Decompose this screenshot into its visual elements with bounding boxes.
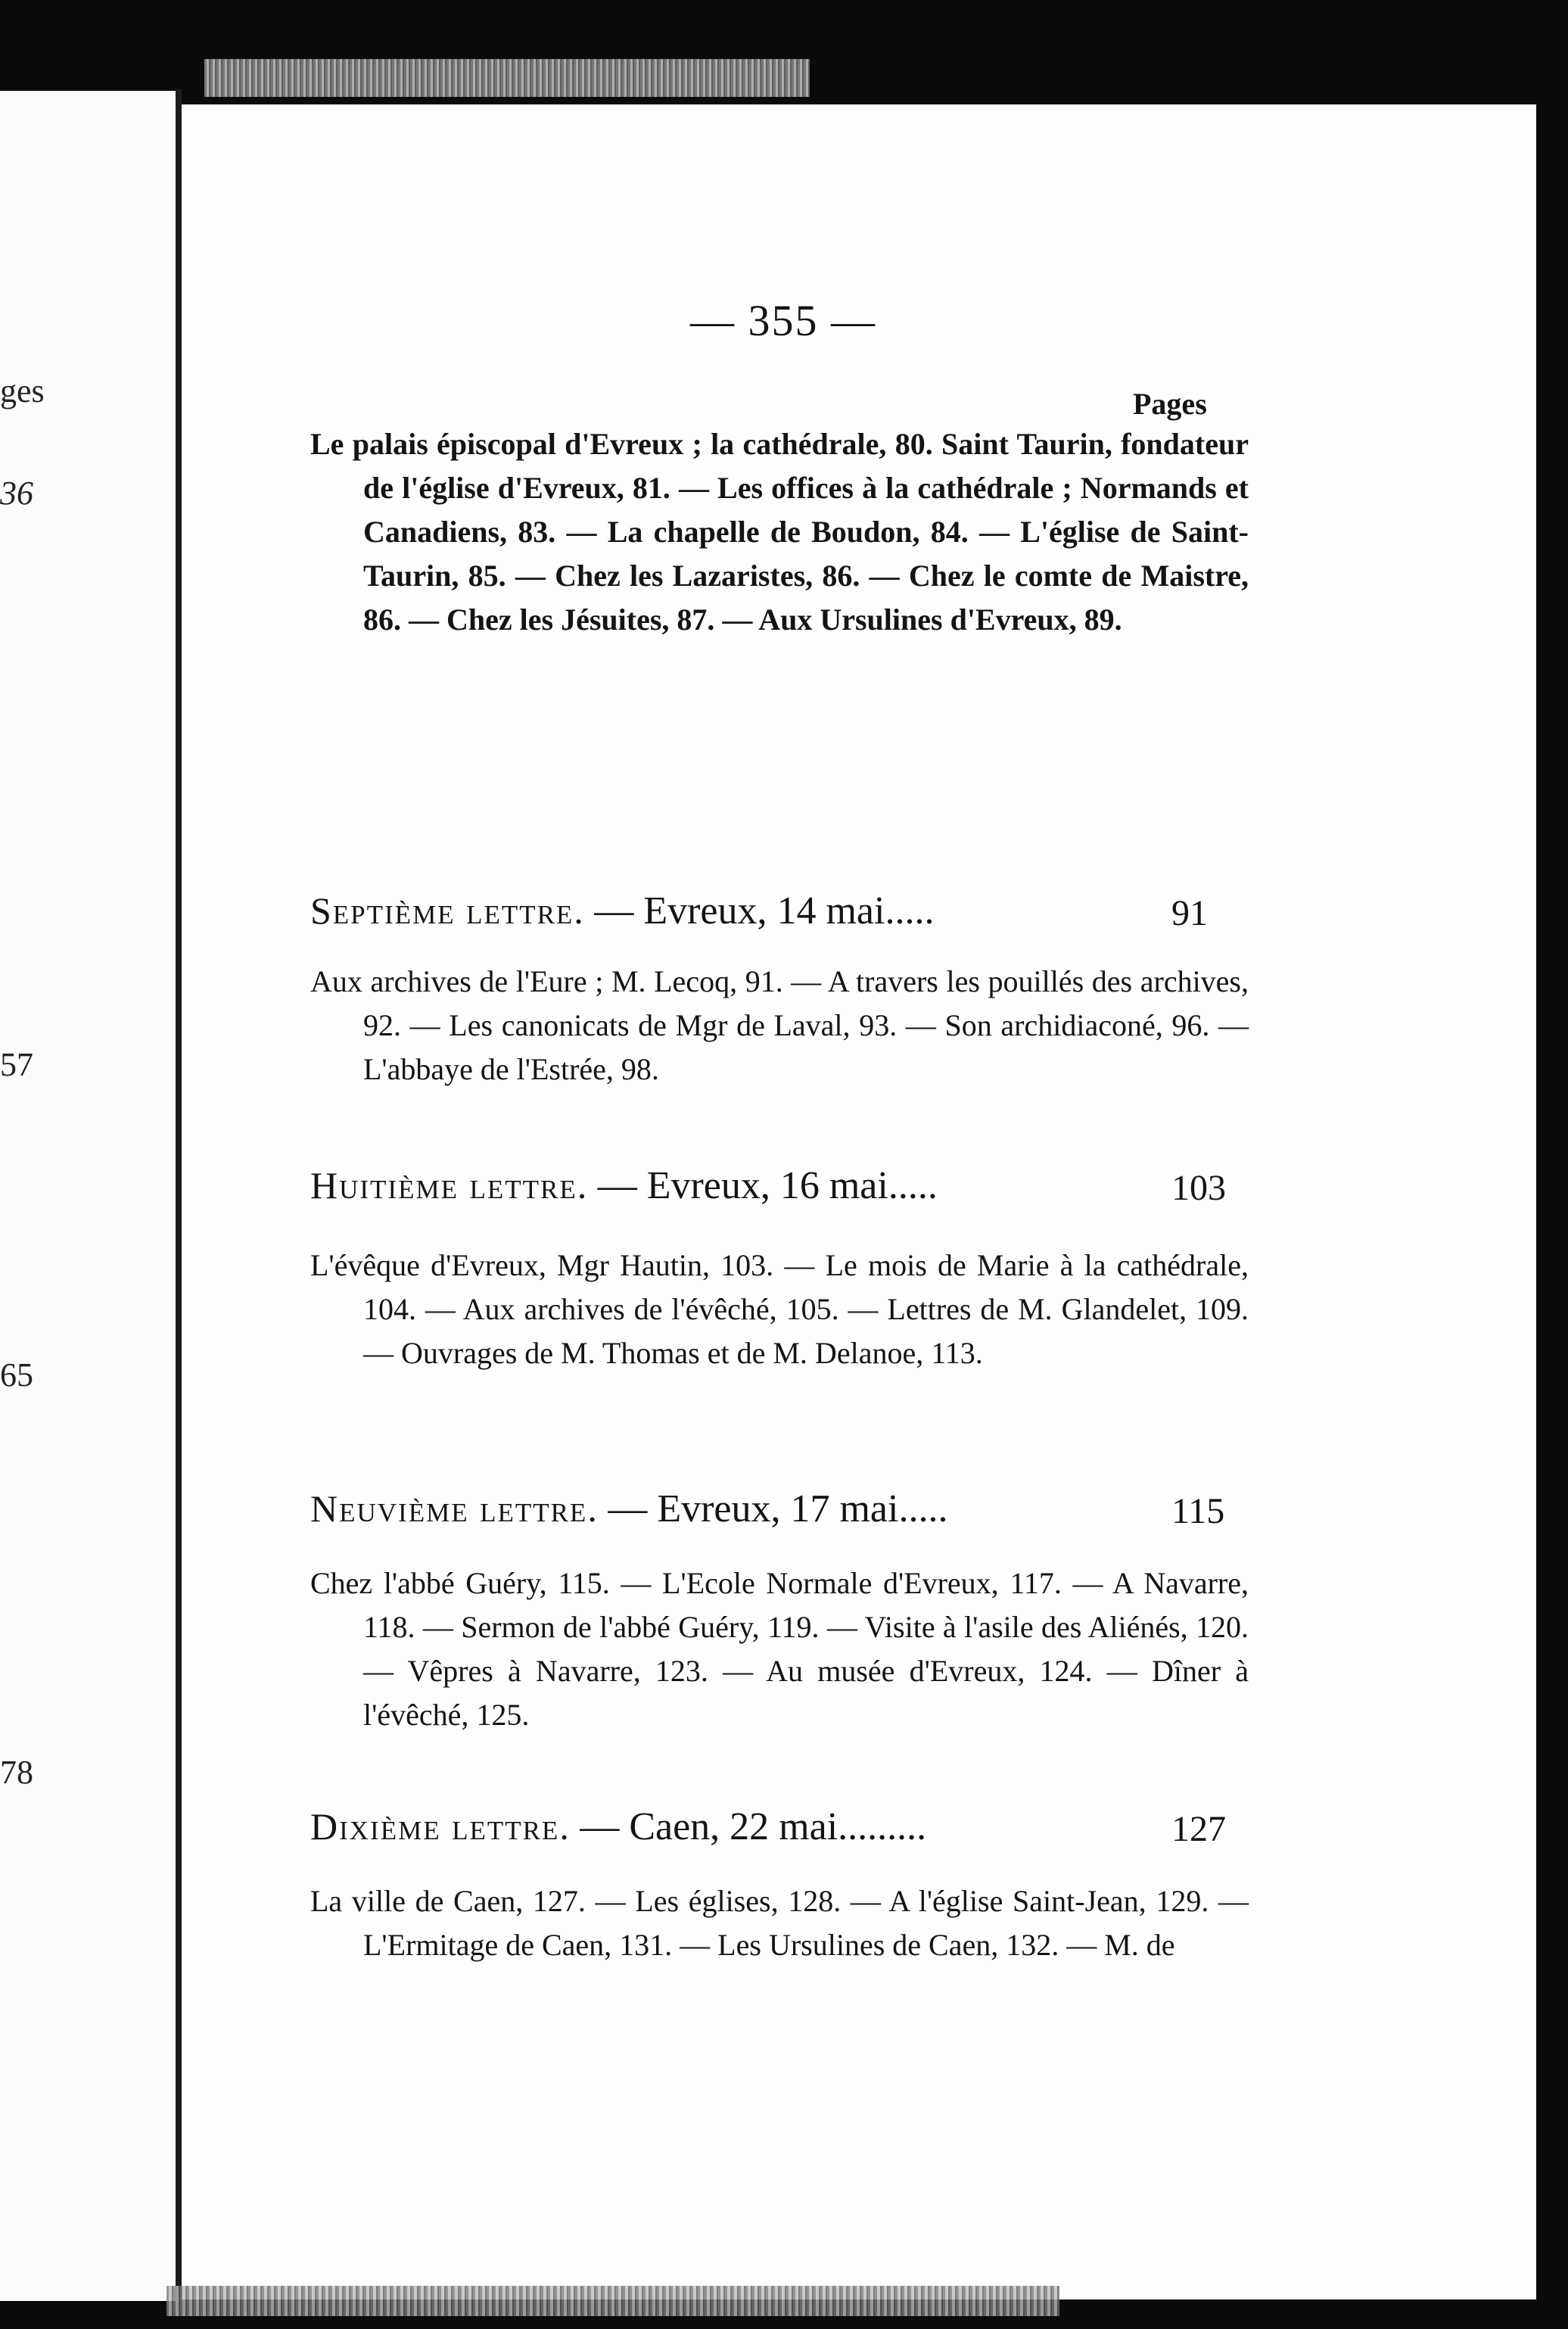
previous-page-fragment: ges bbox=[0, 372, 45, 409]
page bbox=[182, 104, 1536, 2299]
entry-heading: Septième lettre. bbox=[310, 889, 585, 932]
entry-heading: Dixième lettre. bbox=[310, 1805, 571, 1848]
entry-page-number: 115 bbox=[1171, 1491, 1225, 1531]
entry-heading: Huitième lettre. bbox=[310, 1164, 589, 1207]
entry-page-number: 127 bbox=[1171, 1809, 1226, 1849]
scanner-edge-bottom bbox=[166, 2286, 1059, 2316]
entry-page-number: 103 bbox=[1171, 1168, 1226, 1208]
previous-page-fragment: 57 bbox=[0, 1046, 33, 1083]
toc-entry-dixieme bbox=[310, 1800, 1294, 1853]
toc-entry-huitieme bbox=[310, 1159, 1294, 1212]
toc-entry-neuvieme bbox=[310, 1482, 1294, 1535]
toc-entry-septieme bbox=[310, 884, 1294, 937]
entry-date: — Evreux, 17 mai..... bbox=[608, 1487, 948, 1530]
intro-summary: Le palais épiscopal d'Evreux ; la cathédrale, 80. Saint Taurin, fondateur de l'église d'Evreux, 81. — Les offices à la cathédrale ; Normands et Canadiens, 83. — La chapelle de Boudon, 84. — L'église de Saint-Taurin, 85. — Chez les Lazaristes, 86. — Chez le comte de Maistre, 86. — Chez les Jésuites, 87. — Aux Ursulines d'Evreux, 89. bbox=[310, 427, 1249, 637]
page-number: — 355 — bbox=[690, 296, 876, 345]
entry-page-number: 91 bbox=[1171, 893, 1208, 933]
entry-summary: L'évêque d'Evreux, Mgr Hautin, 103. — Le mois de Marie à la cathédrale, 104. — Aux archives de l'évêché, 105. — Lettres de M. Glandelet, 109. — Ouvrages de M. Thomas et de M. Delanoe, 113. bbox=[310, 1248, 1249, 1370]
entry-summary: Aux archives de l'Eure ; M. Lecoq, 91. — A travers les pouillés des archives, 92. — Les canonicats de Mgr de Laval, 93. — Son archidiaconé, 96. — L'abbaye de l'Estrée, 98. bbox=[310, 964, 1249, 1086]
entry-summary: La ville de Caen, 127. — Les églises, 128. — A l'église Saint-Jean, 129. — L'Ermitage de Caen, 131. — Les Ursulines de Caen, 132. — M. de bbox=[310, 1884, 1249, 1962]
previous-page-fragment: 36 bbox=[0, 475, 33, 512]
entry-date: — Evreux, 14 mai..... bbox=[594, 889, 935, 933]
scanner-edge-top bbox=[204, 59, 810, 97]
entry-date: — Caen, 22 mai......... bbox=[580, 1805, 927, 1848]
previous-page-fragment: 78 bbox=[0, 1754, 33, 1791]
pages-column-header: Pages bbox=[1133, 387, 1207, 421]
entry-date: — Evreux, 16 mai..... bbox=[597, 1164, 938, 1207]
previous-page-fragment: 65 bbox=[0, 1356, 33, 1393]
entry-summary: Chez l'abbé Guéry, 115. — L'Ecole Normale d'Evreux, 117. — A Navarre, 118. — Sermon de l'abbé Guéry, 119. — Visite à l'asile des Aliénés, 120. — Vêpres à Navarre, 123. — Au musée d'Evreux, 124. — Dîner à l'évêché, 125. bbox=[310, 1566, 1249, 1732]
page-gutter bbox=[176, 89, 182, 2303]
previous-page-sliver bbox=[0, 91, 176, 2301]
entry-heading: Neuvième lettre. bbox=[310, 1487, 599, 1530]
